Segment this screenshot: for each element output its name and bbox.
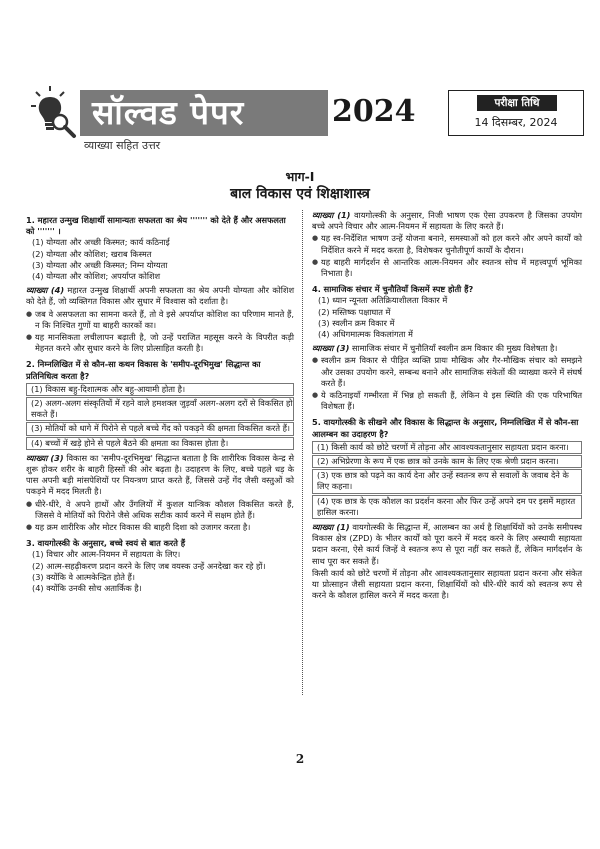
q2-option-2: (2) अलग-अलग संस्कृतियों में रहने वाले हमशक्ल जुड़वाँ अलग-अलग दरों से विकसित हो सकते हैं। (26, 397, 294, 421)
page-number: 2 (295, 752, 305, 766)
q1-option-1: (1) योग्यता और अच्छी किस्मत; कार्य कठिनाई (32, 237, 170, 248)
q1-option-3: (3) योग्यता और अच्छी किस्मत; निम्न योग्यता (32, 259, 168, 270)
q4-explanation-label: व्याख्या (3) (312, 343, 350, 354)
q5-explanation-label: व्याख्या (1) (312, 522, 350, 533)
q4-option-1: (1) ध्यान न्यूनता अतिक्रियाशीलता विकार में (318, 295, 448, 306)
subtitle: व्याख्या सहित उत्तर (84, 139, 161, 152)
q1-explanation-label: व्याख्या (4) (26, 285, 65, 296)
exam-date-label: परीक्षा तिथि (477, 95, 557, 111)
question-2: 2. निम्नलिखित में से कौन-सा कथन विकास के 'समीप-दूरभिमुख' सिद्धान्त का प्रतिनिधित्व करता है? (26, 359, 261, 381)
q1-bullet-1: ● जब वे असफलता का सामना करते हैं, तो वे इसे अपर्याप्त कोशिश का परिणाम मानते हैं, न कि निश्चित गुणों या बाहरी कारकों का। (26, 309, 294, 331)
section-title: बाल विकास एवं शिक्षाशास्त्र (230, 186, 370, 202)
q2-explanation-label: व्याख्या (3) (26, 452, 64, 463)
q2-option-4: (4) बच्चों में खड़े होने से पहले बैठने की क्षमता का विकास होता है। (26, 437, 294, 450)
question-4: 4. सामाजिक संचार में चुनौतियाँ किसमें स्पष्ट होती हैं? (312, 284, 474, 295)
right-column (312, 210, 582, 602)
q2-bullet-2: ● यह क्रम शारीरिक और मोटर विकास की बाहरी दिशा को उजागर करता है। (26, 522, 294, 533)
q3-option-3: (3) क्योंकि वे आत्मकेन्द्रित होते हैं। (32, 571, 135, 582)
q4-bullet-2: ● ये कठिनाइयाँ गम्भीरता में भिन्न हो सकती हैं, लेकिन ये इस स्थिति की एक परिभाषित विशेषता हैं। (312, 390, 582, 412)
q3-option-2: (2) आत्म-सहढ़ीकरण प्रदान करने के लिए जब वयस्क उन्हें अनदेखा कर रहे हों। (32, 560, 266, 571)
column-divider (302, 210, 303, 695)
q3-bullet-2: ● यह बाहरी मार्गदर्शन से आन्तरिक आत्म-नियमन और स्वतन्त्र सोच में महत्त्वपूर्ण भूमिका निभाता है। (312, 257, 582, 279)
q3-explanation (312, 210, 582, 232)
q1-explanation (26, 285, 294, 307)
exam-date-value: 14 दिसम्बर, 2024 (474, 116, 558, 129)
q1-option-2: (2) योग्यता और कोशिश; खराब किस्मत (32, 248, 152, 259)
q5-option-1: (1) किसी कार्य को छोटे चरणों में तोड़ना और आवश्यकतानुसार सहायता प्रदान करना। (312, 441, 582, 454)
q3-option-4: (4) क्योंकि उनकी सोच अतार्किक है। (32, 583, 142, 594)
q2-option-3: (3) मोतियों को धागे में पिरोने से पहले बच्चे गेंद को पकड़ने की क्षमता विकसित करते हैं। (26, 422, 294, 435)
q5-option-3: (3) एक छात्र को पढ़ने का कार्य देना और उन्हें स्वतन्त्र रूप से सवालों के जवाब देने के लिए कहना। (312, 469, 582, 493)
q2-option-1: (1) विकास बहु-दिशात्मक और बहु-आयामी होता है। (26, 383, 294, 396)
left-column (26, 210, 294, 594)
q3-explanation-label: व्याख्या (1) (312, 210, 351, 220)
q2-explanation (26, 453, 294, 498)
page-title: सॉल्वड पेपर (92, 93, 245, 132)
part-heading: भाग-I (285, 169, 315, 184)
q5-explanation-2: किसी कार्य को छोटे चरणों में तोड़ना और आवश्यकतानुसार सहायता प्रदान करना और संकेत या प्रोत्साहन जैसी सहायता प्रदान करना, शिक्षार्थियों को धीरे-धीरे कार्य को स्वतन्त्र रूप से करने के कौशल हासिल करने में मदद करता है। (312, 567, 582, 601)
q5-option-4: (4) एक छात्र के एक कौशल का प्रदर्शन करना और फिर उन्हें अपने दम पर इसमें महारत हासिल करना। (312, 495, 582, 519)
q2-explanation-text: विकास का 'समीप-दूरभिमुख' सिद्धान्त बताता है कि शारीरिक विकास केन्द्र से शुरू होकर शरीर के बाहरी हिस्सों की ओर बढ़ता है। उदाहरण के लिए, बच्चे पहले धड़ के पास अपनी बड़ी मांसपेशियों पर नियन्त्रण प्राप्त करते हैं, जिससे उन्हें गेंद जैसी वस्तुओं को पकड़ने में मदद मिलती है। (26, 452, 294, 497)
q4-bullet-1: ● स्वलीन क्रम विकार से पीड़ित व्यक्ति प्रायः मौखिक और गैर-मौखिक संचार को समझने और उसका उपयोग करने, सम्बन्ध बनाने और सामाजिक संकेतों की व्याख्या करने में संघर्ष करते हैं। (312, 355, 582, 389)
q2-bullet-1: ● धीरे-धीरे, वे अपने हाथों और उँगलियों में कुशल यान्त्रिक कौशल विकसित करते हैं, जिससे वे मोतियों को पिरोने जैसे अधिक सटीक कार्य करने में सक्षम होते हैं। (26, 499, 294, 521)
q1-explanation-text: महारत उन्मुख शिक्षार्थी अपनी सफलता का श्रेय अपनी योग्यता और कोशिश को देते हैं, जो व्यक्तिगत विकास और सुधार में विश्वास को दर्शाता है। (26, 285, 295, 307)
q1-bullet-2: ● यह मानसिकता लचीलापन बढ़ाती है, जो उन्हें पराजित महसूस करने के विपरीत कड़ी मेहनत करने और सुधार करने के लिए प्रोत्साहित करती है। (26, 332, 294, 354)
question-1: 1. महारत उन्मुख शिक्षार्थी सामान्यतः सफलता का श्रेय ''''''' को देते हैं और असफलता को ''''''' । (26, 215, 286, 237)
q5-explanation (312, 522, 582, 567)
page-header (28, 84, 578, 154)
q3-explanation-text: वायगोत्स्की के अनुसार, निजी भाषण एक ऐसा उपकरण है जिसका उपयोग बच्चे अपने विचार और आत्म-नियमन में सहायता के लिए करते हैं। (312, 210, 582, 232)
q4-option-2: (2) मस्तिष्क पक्षाघात में (318, 306, 391, 317)
q4-explanation (312, 343, 582, 354)
lightbulb-magnifier-icon (28, 84, 78, 140)
year: 2024 (332, 94, 416, 129)
question-3: 3. वायगोत्स्की के अनुसार, बच्चे स्वयं से बात करते हैं (26, 538, 186, 549)
q3-option-1: (1) विचार और आत्म-नियमन में सहायता के लिए। (32, 549, 181, 560)
q4-option-4: (4) अधिगमात्मक विकलांगता में (318, 329, 413, 340)
question-5: 5. वायगोत्स्की के सीखने और विकास के सिद्धान्त के अनुसार, निम्नलिखित में से कौन-सा आलम्बन का उदाहरण है? (312, 417, 579, 439)
q3-bullet-1: ● यह स्व-निर्देशित भाषण उन्हें योजना बनाने, समस्याओं को हल करने और अपने कार्यों को निर्देशित करने में मदद करता है, विशेषकर चुनौतीपूर्ण कार्यों के दौरान। (312, 233, 582, 255)
q1-option-4: (4) योग्यता और कोशिश; अपर्याप्त कोशिश (32, 271, 161, 282)
q5-explanation-text: वायगोत्स्की के सिद्धान्त में, आलम्बन का अर्थ है शिक्षार्थियों को उनके समीपस्थ विकास क्षेत्र (ZPD) के भीतर कार्यों को पूरा करने में मदद करने के लिए अस्थायी सहायता प्रदान करना, ऐसे कार्य जिन्हें वे स्वतन्त्र रूप से पूरा नहीं कर सकते हैं, लेकिन मार्गदर्शन के साथ पूरा कर सकते हैं। (312, 522, 582, 566)
q4-explanation-text: सामाजिक संचार में चुनौतियाँ स्वलीन क्रम विकार की मुख्य विशेषता है। (351, 343, 558, 354)
q4-option-3: (3) स्वलीन क्रम विकार में (318, 317, 395, 328)
q5-option-2: (2) अभिप्रेरणा के रूप में एक छात्र को उनके काम के लिए एक श्रेणी प्रदान करना। (312, 455, 582, 468)
exam-date-box (448, 90, 584, 136)
